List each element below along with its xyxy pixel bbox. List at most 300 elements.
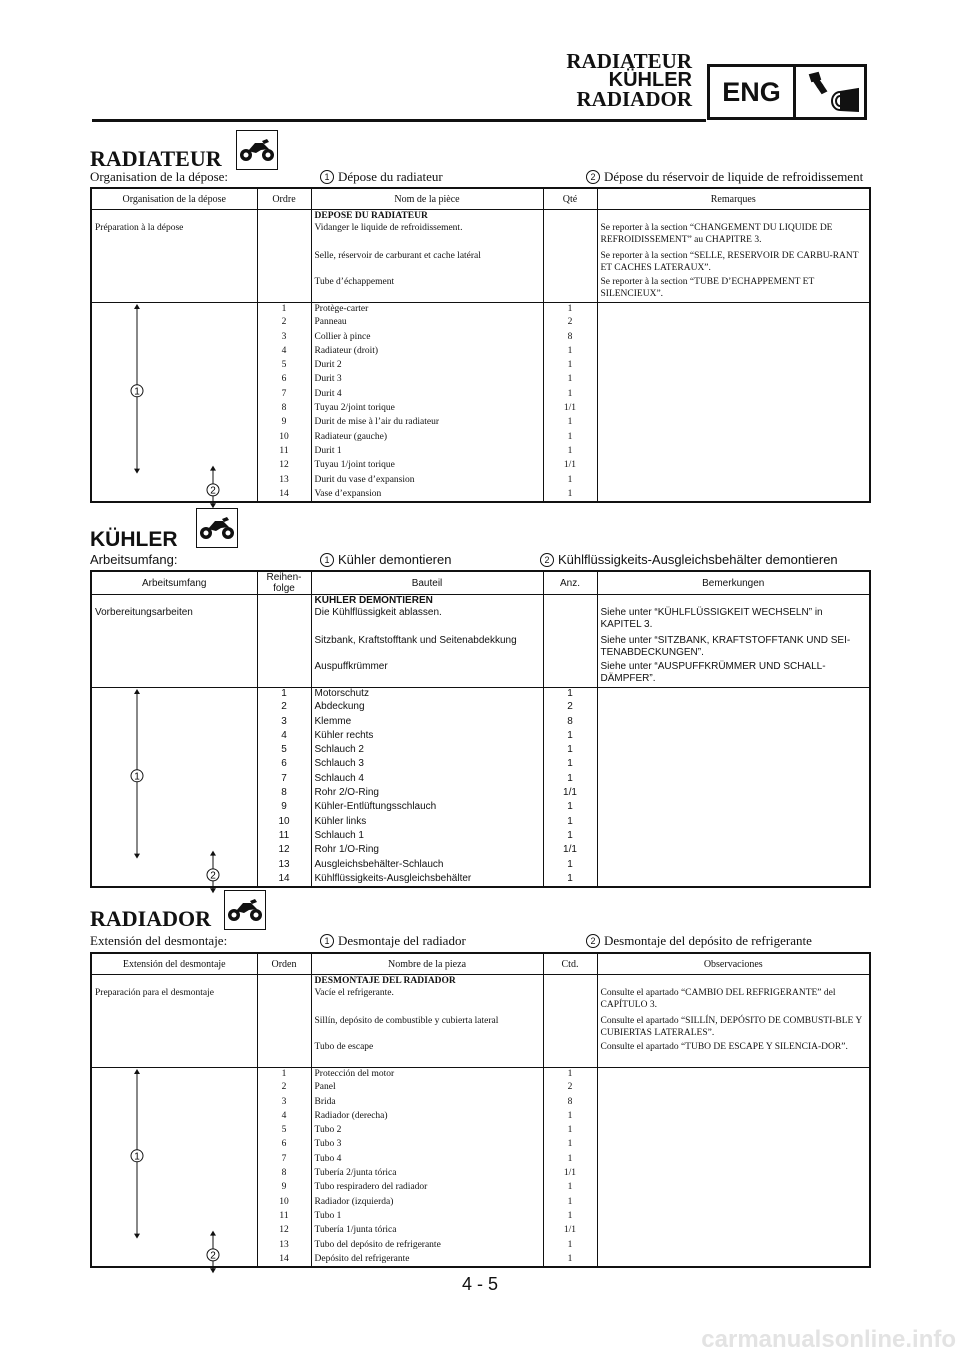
range-marker-2: 2 (210, 1249, 216, 1261)
part-name: Durit de mise à l’air du radiateur (311, 416, 543, 430)
order-number: 12 (257, 1224, 311, 1238)
part-name: Tuyau 1/joint torique (311, 459, 543, 473)
part-name: Radiateur (gauche) (311, 431, 543, 445)
remark (597, 388, 870, 402)
step-indicator (91, 1253, 257, 1267)
table-row (91, 987, 870, 1015)
marker-1-icon: 1 (320, 170, 334, 184)
remark (597, 1153, 870, 1167)
section-radiador (90, 902, 869, 1278)
table-row (91, 787, 870, 801)
quantity: 1/1 (543, 787, 597, 801)
remark (597, 1239, 870, 1253)
order-number: 9 (257, 416, 311, 430)
part-name: Rohr 2/O-Ring (311, 787, 543, 801)
remark (597, 474, 870, 488)
table-row (91, 859, 870, 873)
quantity: 1 (543, 687, 597, 701)
step-indicator (91, 359, 257, 373)
quantity: 1/1 (543, 459, 597, 473)
remark (597, 331, 870, 345)
column-header: Qté (543, 188, 597, 210)
quantity: 1 (543, 758, 597, 772)
remark: Consulte el apartado “CAMBIO DEL REFRIGERANTE” del CAPÍTULO 3. (597, 987, 870, 1015)
table-row (91, 250, 870, 276)
prep-label: Vorbereitungsarbeiten (91, 607, 257, 635)
step-indicator (91, 801, 257, 815)
step-indicator (91, 1138, 257, 1152)
remark (597, 744, 870, 758)
remark (597, 1167, 870, 1181)
step-indicator (91, 687, 257, 881)
scope-text-1: Desmontaje del radiador (338, 933, 466, 948)
arrow-up-icon (134, 689, 140, 694)
table-row (91, 1196, 870, 1210)
table-row (91, 816, 870, 830)
table-row (91, 276, 870, 302)
part-name: Die Kühlflüssigkeit ablassen. (311, 607, 543, 635)
table-row (91, 1067, 870, 1081)
arrow-up-icon (134, 304, 140, 309)
step-indicator (91, 830, 257, 844)
section-title: RADIADOR (90, 906, 211, 931)
chapter-badge-label: ENG (710, 67, 796, 117)
arrow-up-icon (134, 1069, 140, 1074)
remark (597, 431, 870, 445)
order-number: 7 (257, 1153, 311, 1167)
quantity: 8 (543, 716, 597, 730)
order-number: 3 (257, 1096, 311, 1110)
remark (597, 730, 870, 744)
scope-line (90, 169, 869, 185)
quantity: 1 (543, 1138, 597, 1152)
part-name: Selle, réservoir de carburant et cache latéral (311, 250, 543, 276)
scope-text-1: Kühler demontieren (338, 552, 452, 567)
motorcycle-icon (224, 890, 266, 930)
table-row (91, 373, 870, 387)
step-indicator (91, 1167, 257, 1181)
step-indicator (91, 1124, 257, 1138)
removal-table (90, 570, 871, 888)
quantity: 1 (543, 431, 597, 445)
part-name: Radiateur (droit) (311, 345, 543, 359)
step-indicator (91, 1181, 257, 1195)
table-row (91, 975, 870, 988)
order-number: 4 (257, 730, 311, 744)
scope-text-2: Desmontaje del depósito de refrigerante (604, 933, 812, 948)
remark (597, 844, 870, 858)
order-number: 8 (257, 787, 311, 801)
column-header: Arbeitsumfang (91, 571, 257, 595)
step-indicator (91, 744, 257, 758)
prep-label (91, 276, 257, 302)
scope-label: Arbeitsumfang: (90, 552, 178, 567)
marker-1-icon: 1 (320, 553, 334, 567)
table-row (91, 1041, 870, 1067)
arrow-down-icon (210, 1268, 216, 1273)
table-row (91, 1081, 870, 1095)
remark (597, 1210, 870, 1224)
remark: Siehe unter “AUSPUFFKRÜMMER UND SCHALL-DÄMPFER”. (597, 661, 870, 687)
remark (597, 345, 870, 359)
remark (597, 773, 870, 787)
table-row (91, 1210, 870, 1224)
prep-label (91, 661, 257, 687)
scope-line (90, 933, 869, 949)
order-number: 1 (257, 302, 311, 316)
range-marker-1: 1 (134, 385, 140, 397)
column-header: Organisation de la dépose (91, 188, 257, 210)
remark: Se reporter à la section “CHANGEMENT DU LIQUIDE DE REFROIDISSEMENT” au CHAPITRE 3. (597, 222, 870, 250)
quantity: 1/1 (543, 844, 597, 858)
quantity: 1 (543, 1210, 597, 1224)
removal-table (90, 952, 871, 1268)
order-number: 13 (257, 474, 311, 488)
scope-label: Organisation de la dépose: (90, 169, 229, 184)
remark (597, 1181, 870, 1195)
step-indicator (91, 331, 257, 345)
remark (597, 787, 870, 801)
chapter-title-block (566, 49, 692, 111)
remark (597, 1096, 870, 1110)
quantity: 1/1 (543, 1167, 597, 1181)
part-name: Durit 1 (311, 445, 543, 459)
quantity: 1 (543, 859, 597, 873)
scope-item-1 (320, 933, 466, 949)
part-name: Schlauch 2 (311, 744, 543, 758)
table-row (91, 661, 870, 687)
step-indicator (91, 1081, 257, 1095)
remark (597, 701, 870, 715)
table-row (91, 830, 870, 844)
prep-label (91, 635, 257, 661)
quantity: 2 (543, 316, 597, 330)
remark (597, 1067, 870, 1081)
table-row (91, 1181, 870, 1195)
order-number: 14 (257, 873, 311, 887)
table-row (91, 1110, 870, 1124)
table-row (91, 716, 870, 730)
order-number: 2 (257, 316, 311, 330)
order-number: 1 (257, 1067, 311, 1081)
table-row (91, 445, 870, 459)
part-name: Tubo 3 (311, 1138, 543, 1152)
step-indicator (91, 1224, 257, 1238)
order-number: 3 (257, 331, 311, 345)
arrow-down-icon (210, 503, 216, 508)
table-row (91, 1138, 870, 1152)
order-number: 5 (257, 359, 311, 373)
order-number: 14 (257, 488, 311, 502)
remark (597, 402, 870, 416)
remark (597, 816, 870, 830)
order-number: 8 (257, 402, 311, 416)
remark (597, 1224, 870, 1238)
marker-2-icon: 2 (586, 934, 600, 948)
remark (597, 1138, 870, 1152)
motorcycle-icon (196, 508, 238, 548)
job-title: DEPOSE DU RADIATEUR (311, 210, 543, 223)
table-row (91, 758, 870, 772)
quantity: 1 (543, 730, 597, 744)
order-number: 5 (257, 744, 311, 758)
range-marker-2: 2 (210, 869, 216, 881)
scope-item-2 (586, 169, 863, 185)
quantity: 1 (543, 830, 597, 844)
table-row (91, 744, 870, 758)
table-row (91, 1239, 870, 1253)
order-number: 7 (257, 388, 311, 402)
quantity: 1 (543, 1067, 597, 1081)
table-row (91, 222, 870, 250)
scope-item-2 (540, 552, 838, 567)
quantity: 1 (543, 1124, 597, 1138)
step-indicator (91, 1196, 257, 1210)
part-name: Tubería 1/junta tórica (311, 1224, 543, 1238)
part-name: Vacíe el refrigerante. (311, 987, 543, 1015)
order-number: 12 (257, 459, 311, 473)
remark (597, 302, 870, 316)
step-indicator (91, 816, 257, 830)
header-rule (92, 119, 706, 122)
removal-table (90, 187, 871, 503)
arrow-down-icon (210, 888, 216, 893)
scope-item-2 (586, 933, 812, 949)
order-number: 2 (257, 1081, 311, 1095)
step-indicator (91, 844, 257, 858)
table-row (91, 1153, 870, 1167)
column-header: Ordre (257, 188, 311, 210)
prep-label: Preparación para el desmontaje (91, 987, 257, 1015)
part-name: Radiador (izquierda) (311, 1196, 543, 1210)
column-header: Extensión del desmontaje (91, 953, 257, 975)
range-marker-1: 1 (134, 770, 140, 782)
step-indicator (91, 431, 257, 445)
prep-label (91, 250, 257, 276)
remark: Consulte el apartado “SILLÍN, DEPÓSITO DE COMBUSTI-BLE Y CUBIERTAS LATERALES”. (597, 1015, 870, 1041)
remark (597, 801, 870, 815)
step-indicator (91, 1239, 257, 1253)
range-marker-2: 2 (210, 484, 216, 496)
chapter-badge (707, 64, 867, 120)
quantity: 1 (543, 445, 597, 459)
remark: Consulte el apartado “TUBO DE ESCAPE Y SILENCIA-DOR”. (597, 1041, 870, 1067)
quantity: 1 (543, 801, 597, 815)
part-name: Panneau (311, 316, 543, 330)
remark (597, 373, 870, 387)
part-name: Ausgleichsbehälter-Schlauch (311, 859, 543, 873)
range-marker-1: 1 (134, 1150, 140, 1162)
step-indicator (91, 770, 257, 787)
table-row (91, 316, 870, 330)
part-name: Durit du vase d’expansion (311, 474, 543, 488)
quantity: 2 (543, 701, 597, 715)
remark (597, 1253, 870, 1267)
table-row (91, 635, 870, 661)
scope-label: Extensión del desmontaje: (90, 933, 228, 948)
part-name: Auspuffkrümmer (311, 661, 543, 687)
part-name: Klemme (311, 716, 543, 730)
part-name: Vase d’expansion (311, 488, 543, 502)
remark: Se reporter à la section “SELLE, RESERVOIR DE CARBU-RANT ET CACHES LATERAUX”. (597, 250, 870, 276)
table-row (91, 801, 870, 815)
remark (597, 445, 870, 459)
step-indicator (91, 474, 257, 488)
table-row (91, 345, 870, 359)
part-name: Sillín, depósito de combustible y cubierta lateral (311, 1015, 543, 1041)
remark (597, 359, 870, 373)
table-row (91, 730, 870, 744)
remark (597, 873, 870, 887)
remark: Se reporter à la section “TUBE D’ECHAPPEMENT ET SILENCIEUX”. (597, 276, 870, 302)
job-title: DESMONTAJE DEL RADIADOR (311, 975, 543, 988)
part-name: Rohr 1/O-Ring (311, 844, 543, 858)
column-header: Observaciones (597, 953, 870, 975)
part-name: Protège-carter (311, 302, 543, 316)
remark (597, 316, 870, 330)
step-indicator (91, 1210, 257, 1224)
order-number: 6 (257, 373, 311, 387)
column-header: Nombre de la pieza (311, 953, 543, 975)
quantity: 1 (543, 488, 597, 502)
part-name: Depósito del refrigerante (311, 1253, 543, 1267)
order-number: 10 (257, 816, 311, 830)
step-indicator (91, 302, 257, 496)
part-name: Tubo 2 (311, 1124, 543, 1138)
quantity: 1 (543, 873, 597, 887)
table-row (91, 488, 870, 502)
scope-text-2: Dépose du réservoir de liquide de refroidissement (604, 169, 864, 184)
step-indicator (91, 1110, 257, 1124)
order-number: 11 (257, 445, 311, 459)
table-row (91, 1015, 870, 1041)
column-header: Ctd. (543, 953, 597, 975)
table-row (91, 773, 870, 787)
table-row (91, 687, 870, 701)
table-header-row (91, 188, 870, 210)
remark (597, 830, 870, 844)
table-row (91, 474, 870, 488)
scope-item-1 (320, 169, 443, 185)
remark (597, 1196, 870, 1210)
order-number: 4 (257, 1110, 311, 1124)
part-name: Kühler-Entlüftungsschlauch (311, 801, 543, 815)
quantity: 1 (543, 373, 597, 387)
table-row (91, 701, 870, 715)
table-row (91, 459, 870, 473)
step-indicator (91, 730, 257, 744)
quantity: 1/1 (543, 402, 597, 416)
step-indicator (91, 316, 257, 330)
order-number: 4 (257, 345, 311, 359)
table-row (91, 388, 870, 402)
part-name: Sitzbank, Kraftstofftank und Seitenabdekkung (311, 635, 543, 661)
remark (597, 1081, 870, 1095)
quantity: 1 (543, 1181, 597, 1195)
part-name: Tubería 2/junta tórica (311, 1167, 543, 1181)
part-name: Schlauch 3 (311, 758, 543, 772)
quantity: 1 (543, 359, 597, 373)
table-row (91, 402, 870, 416)
table-header-row (91, 571, 870, 595)
step-indicator (91, 488, 257, 502)
order-number: 13 (257, 1239, 311, 1253)
part-name: Tubo de escape (311, 1041, 543, 1067)
part-name: Tubo del depósito de refrigerante (311, 1239, 543, 1253)
remark (597, 758, 870, 772)
remark: Siehe unter “SITZBANK, KRAFTSTOFFTANK UND SEI-TENABDECKUNGEN”. (597, 635, 870, 661)
step-indicator (91, 1150, 257, 1167)
quantity: 1 (543, 1110, 597, 1124)
step-indicator (91, 716, 257, 730)
step-indicator (91, 416, 257, 430)
part-name: Tube d’échappement (311, 276, 543, 302)
order-number: 2 (257, 701, 311, 715)
column-header: Reihen-folge (257, 571, 311, 595)
order-number: 9 (257, 1181, 311, 1195)
step-indicator (91, 459, 257, 473)
part-name: Brida (311, 1096, 543, 1110)
part-name: Kühlflüssigkeits-Ausgleichsbehälter (311, 873, 543, 887)
remark: Siehe unter “KÜHLFLÜSSIGKEIT WECHSELN” in KAPITEL 3. (597, 607, 870, 635)
watermark: carmanualsonline.info (701, 1326, 956, 1353)
quantity: 1 (543, 302, 597, 316)
scope-text-2: Kühlflüssigkeits-Ausgleichsbehälter demontieren (558, 552, 838, 567)
prep-label: Préparation à la dépose (91, 222, 257, 250)
quantity: 1 (543, 474, 597, 488)
table-row (91, 595, 870, 608)
quantity: 1 (543, 816, 597, 830)
motorcycle-icon (236, 130, 278, 170)
table-row (91, 302, 870, 316)
quantity: 1 (543, 1239, 597, 1253)
prep-label (91, 1015, 257, 1041)
part-name: Protección del motor (311, 1067, 543, 1081)
table-row (91, 607, 870, 635)
part-name: Durit 4 (311, 388, 543, 402)
part-name: Schlauch 4 (311, 773, 543, 787)
order-number: 10 (257, 431, 311, 445)
order-number: 6 (257, 758, 311, 772)
table-row (91, 1167, 870, 1181)
step-indicator (91, 1096, 257, 1110)
section-radiateur (90, 142, 869, 502)
table-row (91, 210, 870, 223)
quantity: 1 (543, 345, 597, 359)
part-name: Kühler rechts (311, 730, 543, 744)
part-name: Kühler links (311, 816, 543, 830)
marker-2-icon: 2 (540, 553, 554, 567)
part-name: Tubo 1 (311, 1210, 543, 1224)
part-name: Vidanger le liquide de refroidissement. (311, 222, 543, 250)
remark (597, 1124, 870, 1138)
step-indicator (91, 787, 257, 801)
section-title: RADIATEUR (90, 146, 222, 171)
column-header: Nom de la pièce (311, 188, 543, 210)
part-name: Schlauch 1 (311, 830, 543, 844)
quantity: 1 (543, 1253, 597, 1267)
column-header: Remarques (597, 188, 870, 210)
step-indicator (91, 873, 257, 887)
table-row (91, 873, 870, 887)
quantity: 1 (543, 744, 597, 758)
remark (597, 1110, 870, 1124)
column-header: Anz. (543, 571, 597, 595)
table-row (91, 359, 870, 373)
step-indicator (91, 385, 257, 402)
order-number: 9 (257, 801, 311, 815)
order-number: 3 (257, 716, 311, 730)
